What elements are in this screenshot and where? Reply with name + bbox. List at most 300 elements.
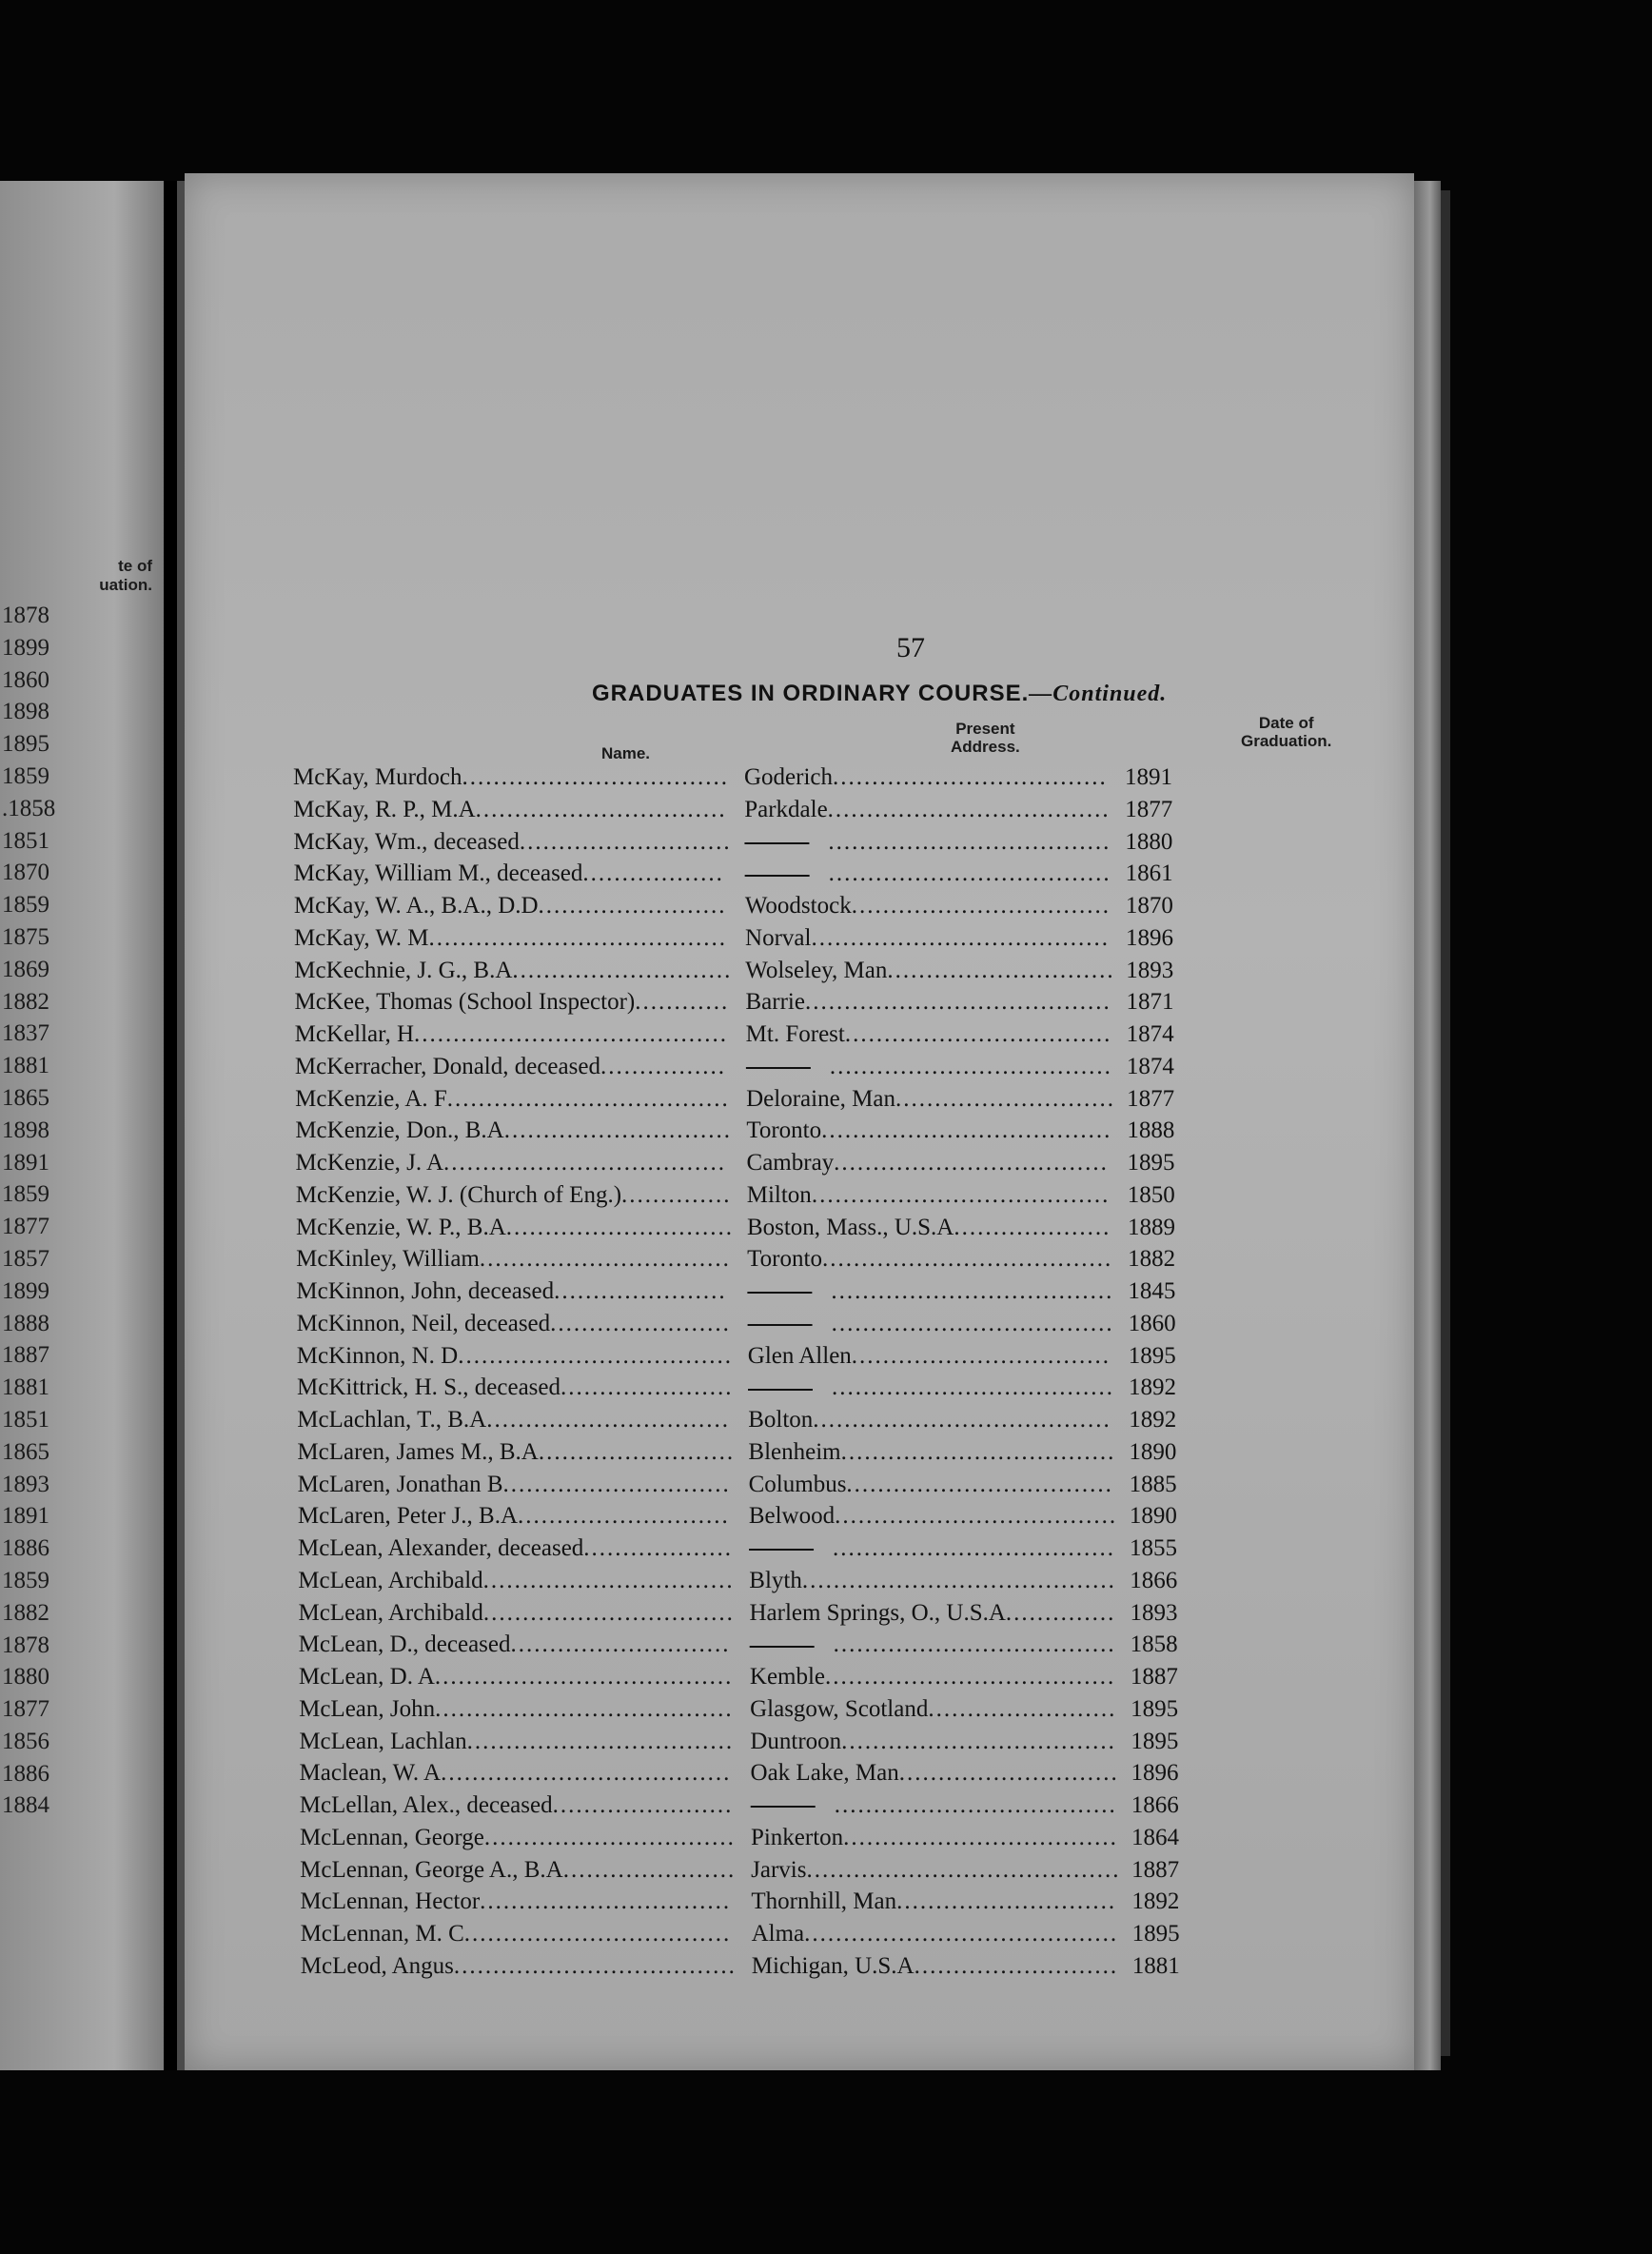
graduate-address <box>751 1886 1116 1918</box>
previous-page-year: 1859 <box>2 762 49 789</box>
leader-dots: ...................... <box>560 1374 734 1401</box>
previous-page-year: 1859 <box>2 1181 49 1208</box>
table-row <box>189 1565 1419 1597</box>
book-gutter <box>164 181 177 2070</box>
leader-dots: .................................... <box>453 1952 737 1979</box>
table-row <box>192 1918 1422 1950</box>
leader-dots: ................................ <box>480 1888 732 1915</box>
document-page <box>185 173 1414 2070</box>
graduate-address <box>749 1565 1116 1597</box>
graduate-address <box>746 1051 1112 1083</box>
graduate-address <box>751 1854 1120 1887</box>
heading-title: GRADUATES IN ORDINARY COURSE. <box>592 681 1030 706</box>
table-row <box>186 890 1415 922</box>
graduate-name-text: McKinley, William <box>296 1246 480 1273</box>
table-row <box>189 1597 1419 1630</box>
previous-page-year: 1877 <box>2 1696 49 1723</box>
graduate-address-text: Milton <box>746 1181 812 1208</box>
graduation-year: 1895 <box>1131 1728 1179 1754</box>
graduate-address <box>751 1757 1119 1789</box>
graduation-year: 1896 <box>1131 1760 1179 1787</box>
graduate-address-text: Pinkerton <box>750 1824 844 1850</box>
graduation-year: 1860 <box>1128 1310 1176 1336</box>
graduate-name-text: McKay, W. M <box>294 924 429 951</box>
graduate-address <box>749 1469 1113 1501</box>
graduate-name-text: McLean, John <box>299 1695 436 1722</box>
graduate-address-text: Mt. Forest <box>745 1021 845 1047</box>
graduate-address <box>748 1436 1115 1469</box>
graduation-year: 1861 <box>1125 860 1173 887</box>
graduate-address-text: Boston, Mass., U.S.A <box>746 1214 954 1240</box>
previous-page-year: 1882 <box>2 1599 49 1626</box>
previous-page-fragment <box>0 181 164 2070</box>
leader-dots: .................... <box>954 1214 1111 1240</box>
graduate-name <box>294 858 724 890</box>
graduate-address <box>746 1115 1111 1147</box>
column-header-address-line: Address. <box>951 738 1020 756</box>
graduation-year: 1877 <box>1125 796 1173 822</box>
graduation-year: 1871 <box>1126 989 1174 1016</box>
leader-dots: .................................... <box>829 1053 1112 1079</box>
graduation-year: 1885 <box>1129 1471 1177 1497</box>
graduate-name <box>297 1308 731 1340</box>
previous-page-year: 1882 <box>2 988 49 1015</box>
ditto-dash <box>747 1292 812 1294</box>
graduate-name-text: McKay, William M., deceased <box>293 860 583 887</box>
leader-dots: ........................................ <box>806 1856 1121 1883</box>
table-row <box>187 1083 1416 1116</box>
leader-dots: ............................ <box>895 1085 1115 1112</box>
graduate-name-text: McLean, D., deceased <box>298 1631 511 1658</box>
leader-dots: ................................ <box>482 1567 735 1593</box>
graduation-year: 1895 <box>1131 1695 1179 1722</box>
graduate-address <box>747 1179 1111 1212</box>
leader-dots: ...................................... <box>811 924 1110 951</box>
table-row <box>185 761 1414 794</box>
table-row <box>185 826 1414 859</box>
graduate-address-text: Blenheim <box>748 1438 841 1465</box>
graduate-name-text: McLean, Archibald <box>298 1567 483 1593</box>
graduate-address-text: Barrie <box>745 989 805 1016</box>
leader-dots: .................................... <box>831 1278 1114 1304</box>
leader-dots: ................................. <box>851 1342 1111 1369</box>
previous-page-year: 1870 <box>2 860 49 886</box>
leader-dots: ............................... <box>486 1407 730 1433</box>
graduate-name-text: McKinnon, N. D <box>296 1342 459 1369</box>
graduate-address <box>745 858 1111 890</box>
previous-page-year: 1899 <box>2 634 49 661</box>
graduate-name <box>296 1243 731 1275</box>
table-row <box>188 1436 1418 1469</box>
graduate-name <box>294 922 727 955</box>
graduate-name-text: McKee, Thomas (School Inspector) <box>294 989 636 1016</box>
table-row <box>190 1726 1420 1758</box>
graduate-address <box>745 986 1111 1018</box>
previous-page-year: 1881 <box>2 1374 49 1401</box>
previous-page-year: 1898 <box>2 699 49 725</box>
column-header-date <box>1241 714 1331 750</box>
graduate-address-text: Toronto <box>746 1117 822 1144</box>
graduate-name-text: McLean, Archibald <box>298 1599 483 1626</box>
graduate-name <box>293 761 729 794</box>
graduate-address-text: Kemble <box>749 1664 826 1690</box>
graduate-name-text: McLean, Alexander, deceased <box>298 1535 584 1561</box>
graduation-year: 1850 <box>1127 1181 1175 1208</box>
graduate-name <box>298 1469 731 1501</box>
graduate-address <box>752 1918 1119 1950</box>
graduate-address <box>745 955 1114 987</box>
graduate-address <box>749 1532 1115 1565</box>
table-row <box>185 794 1414 826</box>
graduation-year: 1864 <box>1131 1824 1179 1850</box>
previous-page-year: 1888 <box>2 1310 49 1336</box>
previous-page-year: 1878 <box>2 603 49 628</box>
leader-dots: .................................. <box>463 1921 732 1947</box>
graduate-name <box>298 1532 733 1565</box>
graduation-year: 1887 <box>1130 1664 1178 1690</box>
leader-dots: ...................... <box>562 1856 737 1883</box>
graduate-name <box>298 1500 730 1532</box>
ditto-dash <box>746 1067 811 1069</box>
leader-dots: ................................... <box>833 764 1108 790</box>
leader-dots: ........................................ <box>414 1021 729 1047</box>
leader-dots: ................................ <box>482 1599 735 1626</box>
graduate-name <box>300 1757 732 1789</box>
graduate-address-text: Wolseley, Man <box>745 957 888 983</box>
graduate-name-text: McLean, Lachlan <box>299 1728 467 1754</box>
graduate-address <box>748 1404 1111 1436</box>
table-row <box>192 1950 1422 1983</box>
graduate-name <box>294 955 732 987</box>
leader-dots: ................................ <box>483 1824 736 1850</box>
graduate-name <box>300 1854 736 1887</box>
leader-dots: ...................... <box>554 1278 727 1304</box>
previous-page-year: 1878 <box>2 1631 49 1658</box>
previous-page-year: 1884 <box>2 1792 49 1819</box>
graduate-address <box>749 1597 1115 1630</box>
graduate-address-text: Cambray <box>746 1150 835 1176</box>
leader-dots: ............................ <box>898 1760 1119 1787</box>
table-row <box>191 1886 1421 1918</box>
heading-continued: —Continued. <box>1029 682 1168 706</box>
table-row <box>188 1372 1418 1404</box>
leader-dots: ........................................ <box>801 1567 1116 1593</box>
graduate-name <box>295 1115 732 1147</box>
graduate-address <box>751 1822 1118 1854</box>
table-row <box>187 1275 1417 1308</box>
graduation-year: 1891 <box>1125 764 1172 790</box>
table-row <box>190 1629 1420 1661</box>
ditto-dash <box>745 875 810 877</box>
graduate-name <box>299 1661 734 1693</box>
previous-page-year: 1860 <box>2 666 49 693</box>
graduate-address <box>748 1372 1114 1404</box>
graduate-name-text: McKenzie, A. F <box>295 1085 447 1112</box>
graduate-address-text: Blyth <box>749 1567 802 1593</box>
graduate-name <box>297 1340 733 1373</box>
graduation-year: 1893 <box>1130 1599 1178 1626</box>
previous-page-year: 1877 <box>2 1214 49 1240</box>
graduate-name-text: McLaren, Peter J., B.A <box>297 1503 519 1530</box>
previous-page-header-line: uation. <box>99 576 152 594</box>
next-page-edge <box>1414 181 1441 2070</box>
leader-dots: ........................... <box>518 1503 730 1530</box>
graduation-year: 1870 <box>1125 893 1173 919</box>
graduate-name-text: McKellar, H <box>294 1021 415 1047</box>
graduation-year: 1874 <box>1126 1053 1174 1079</box>
graduate-name-text: McKay, Murdoch <box>293 764 462 790</box>
graduate-address-text: Glen Allen <box>747 1342 852 1369</box>
previous-page-year: 1869 <box>2 956 49 982</box>
leader-dots: ..................................... <box>825 1664 1116 1690</box>
graduate-name-text: McKerracher, Donald, deceased <box>294 1053 600 1079</box>
graduate-name <box>295 1083 730 1116</box>
graduate-name-text: McLennan, George A., B.A <box>300 1856 563 1883</box>
next-page-shadow <box>1441 190 1450 2056</box>
graduate-name <box>294 986 729 1018</box>
graduate-address <box>751 1789 1117 1822</box>
leader-dots: ............................. <box>505 1214 735 1240</box>
graduation-year: 1866 <box>1131 1792 1179 1818</box>
table-row <box>191 1822 1421 1854</box>
graduate-address <box>745 922 1110 955</box>
graduate-address-text: Duntroon <box>750 1728 842 1754</box>
column-header-date-line: Graduation. <box>1241 732 1332 750</box>
graduation-year: 1896 <box>1126 924 1174 951</box>
graduation-year: 1880 <box>1125 828 1173 855</box>
leader-dots: ........................... <box>519 828 732 855</box>
graduate-name <box>298 1597 734 1630</box>
graduate-address-text: Alma <box>751 1921 805 1947</box>
graduate-name <box>297 1436 735 1469</box>
graduate-name-text: McKenzie, J. A <box>295 1150 444 1176</box>
graduate-address <box>746 1083 1115 1116</box>
graduate-address <box>750 1629 1116 1661</box>
leader-dots: .......................... <box>914 1952 1119 1979</box>
column-header-address <box>951 720 1020 756</box>
previous-page-year: 1895 <box>2 731 49 758</box>
graduate-address-text: Goderich <box>744 764 834 790</box>
leader-dots: .................................... <box>835 1503 1118 1530</box>
graduation-year: 1890 <box>1129 1438 1177 1465</box>
ditto-dash <box>749 1549 814 1551</box>
leader-dots: ................................... <box>458 1342 733 1369</box>
column-header-address-line: Present <box>955 720 1015 738</box>
graduate-name <box>300 1789 734 1822</box>
graduate-address-text: Glasgow, Scotland <box>750 1695 929 1722</box>
leader-dots: .................................... <box>833 1631 1116 1658</box>
graduate-address-text: Columbus <box>748 1471 847 1497</box>
graduation-year: 1866 <box>1130 1567 1178 1593</box>
graduate-address-text: Parkdale <box>744 796 828 822</box>
leader-dots: ......................... <box>538 1438 736 1465</box>
leader-dots: ............................. <box>887 957 1115 983</box>
graduate-name-text: McKay, W. A., B.A., D.D <box>293 893 539 919</box>
graduate-name <box>297 1404 730 1436</box>
leader-dots: ...................................... <box>813 1407 1111 1433</box>
graduate-name-text: McLennan, Hector <box>300 1888 481 1915</box>
leader-dots: ........................ <box>538 893 727 919</box>
graduate-address-text: Michigan, U.S.A <box>751 1952 914 1979</box>
table-row <box>187 1243 1417 1275</box>
graduate-name <box>300 1886 731 1918</box>
ditto-dash <box>750 1646 815 1648</box>
graduate-address-text: Thornhill, Man <box>751 1888 897 1915</box>
graduate-address <box>747 1275 1113 1308</box>
graduate-address <box>746 1018 1112 1051</box>
graduate-name <box>301 1918 732 1950</box>
leader-dots: ....................................... <box>804 989 1111 1016</box>
graduation-year: 1889 <box>1127 1214 1175 1240</box>
leader-dots: .................................... <box>833 1535 1116 1561</box>
previous-page-year: .1858 <box>2 795 56 821</box>
graduate-address-text: Woodstock <box>744 893 852 919</box>
leader-dots: .............. <box>621 1181 732 1208</box>
previous-page-year: 1899 <box>2 1277 49 1304</box>
graduate-name <box>295 1018 728 1051</box>
graduate-address <box>747 1212 1111 1244</box>
graduate-name <box>296 1179 732 1212</box>
ditto-dash <box>748 1324 813 1326</box>
table-row <box>187 1051 1416 1083</box>
graduate-address <box>750 1726 1116 1758</box>
graduate-address <box>747 1243 1112 1275</box>
leader-dots: ....................... <box>550 1310 731 1336</box>
graduate-address <box>752 1950 1118 1983</box>
column-header-name <box>601 744 650 762</box>
graduate-address <box>749 1500 1117 1532</box>
graduate-name <box>296 1212 734 1244</box>
graduate-address-text: Norval <box>745 924 812 951</box>
ditto-dash <box>744 842 809 844</box>
graduation-year: 1890 <box>1129 1503 1177 1530</box>
leader-dots: .................. <box>582 860 724 887</box>
previous-page-year: 1851 <box>2 827 49 854</box>
previous-page-year: 1887 <box>2 1342 49 1369</box>
table-row <box>187 1018 1416 1051</box>
graduate-name <box>299 1693 734 1726</box>
graduate-address <box>747 1147 1109 1179</box>
graduation-year: 1895 <box>1128 1342 1176 1369</box>
leader-dots: ...................................... <box>811 1181 1111 1208</box>
table-row <box>190 1693 1420 1726</box>
leader-dots: ................ <box>600 1053 726 1079</box>
table-row <box>190 1661 1420 1693</box>
graduate-name-text: McKinnon, John, deceased <box>296 1278 555 1304</box>
leader-dots: .................................... <box>831 1310 1114 1336</box>
leader-dots: ........................ <box>928 1695 1117 1722</box>
graduate-address <box>744 826 1111 859</box>
leader-dots: ..................................... <box>821 1117 1112 1144</box>
graduate-name <box>298 1565 734 1597</box>
table-row <box>186 986 1415 1018</box>
leader-dots: ............................ <box>510 1631 731 1658</box>
graduation-year: 1874 <box>1126 1021 1174 1047</box>
graduate-name <box>299 1629 731 1661</box>
graduate-address-text: Belwood <box>748 1503 836 1530</box>
graduate-name-text: McLellan, Alex., deceased <box>299 1792 553 1818</box>
graduate-name-text: McKenzie, W. J. (Church of Eng.) <box>295 1181 622 1208</box>
graduate-address <box>748 1340 1111 1373</box>
leader-dots: .................................... <box>828 828 1111 855</box>
previous-page-year: 1865 <box>2 1084 49 1111</box>
previous-page-year: 1865 <box>2 1438 49 1465</box>
leader-dots: ....................... <box>552 1792 734 1818</box>
previous-page-year: 1886 <box>2 1535 49 1562</box>
previous-page-year: 1875 <box>2 923 49 950</box>
graduate-address <box>748 1308 1114 1340</box>
leader-dots: ............................. <box>502 1471 731 1497</box>
graduate-address <box>744 761 1108 794</box>
graduate-address-text: Oak Lake, Man <box>750 1760 899 1787</box>
graduate-name <box>301 1950 737 1983</box>
graduate-name-text: McKinnon, Neil, deceased <box>296 1310 551 1336</box>
leader-dots: ................................... <box>834 1150 1109 1176</box>
table-row <box>189 1469 1419 1501</box>
graduation-year: 1895 <box>1131 1921 1180 1947</box>
graduation-year: 1888 <box>1127 1117 1175 1144</box>
graduation-year: 1881 <box>1131 1952 1180 1979</box>
page-number: 57 <box>896 632 925 663</box>
previous-page-year: 1859 <box>2 1567 49 1593</box>
graduate-name <box>295 1051 726 1083</box>
leader-dots: ...................................... <box>428 924 727 951</box>
leader-dots: ............................. <box>503 1117 732 1144</box>
table-row <box>186 858 1415 890</box>
previous-page-column-header <box>99 557 152 595</box>
leader-dots: ................................... <box>840 1438 1116 1465</box>
graduate-address <box>750 1693 1116 1726</box>
page-edge <box>177 181 185 2070</box>
table-row <box>189 1500 1419 1532</box>
previous-page-year: 1880 <box>2 1664 49 1690</box>
previous-page-year-list <box>2 600 55 1822</box>
table-row <box>186 955 1415 987</box>
graduate-name-text: McLaren, James M., B.A <box>297 1438 539 1465</box>
graduate-address <box>745 890 1111 922</box>
table-row <box>186 922 1415 955</box>
previous-page-year: 1857 <box>2 1245 49 1272</box>
previous-page-year: 1891 <box>2 1503 49 1530</box>
table-row <box>191 1757 1421 1789</box>
leader-dots: ............................ <box>512 957 733 983</box>
leader-dots: ..................................... <box>821 1246 1113 1273</box>
previous-page-year: 1891 <box>2 1149 49 1176</box>
ditto-dash <box>748 1389 813 1391</box>
graduate-name <box>300 1822 736 1854</box>
leader-dots: .................................... <box>828 860 1111 887</box>
graduate-name-text: McLaren, Jonathan B <box>297 1471 503 1497</box>
column-header-date-line: Date of <box>1258 714 1314 732</box>
ditto-dash <box>751 1806 816 1808</box>
graduate-address-text: Bolton <box>748 1407 814 1433</box>
graduate-name <box>299 1726 734 1758</box>
graduate-name-text: McKay, R. P., M.A <box>293 796 476 822</box>
graduate-name <box>294 890 727 922</box>
table-row <box>187 1115 1416 1147</box>
leader-dots: ................... <box>583 1535 734 1561</box>
table-row <box>191 1854 1421 1887</box>
leader-dots: ................................... <box>843 1824 1118 1850</box>
graduate-name-text: McLennan, George <box>299 1824 484 1850</box>
leader-dots: ............................ <box>896 1888 1117 1915</box>
graduation-year: 1892 <box>1129 1407 1177 1433</box>
previous-page-year: 1851 <box>2 1406 49 1433</box>
previous-page-year: 1856 <box>2 1728 49 1754</box>
graduation-year: 1858 <box>1130 1631 1178 1658</box>
graduation-year: 1892 <box>1129 1374 1176 1401</box>
table-row <box>191 1789 1421 1822</box>
